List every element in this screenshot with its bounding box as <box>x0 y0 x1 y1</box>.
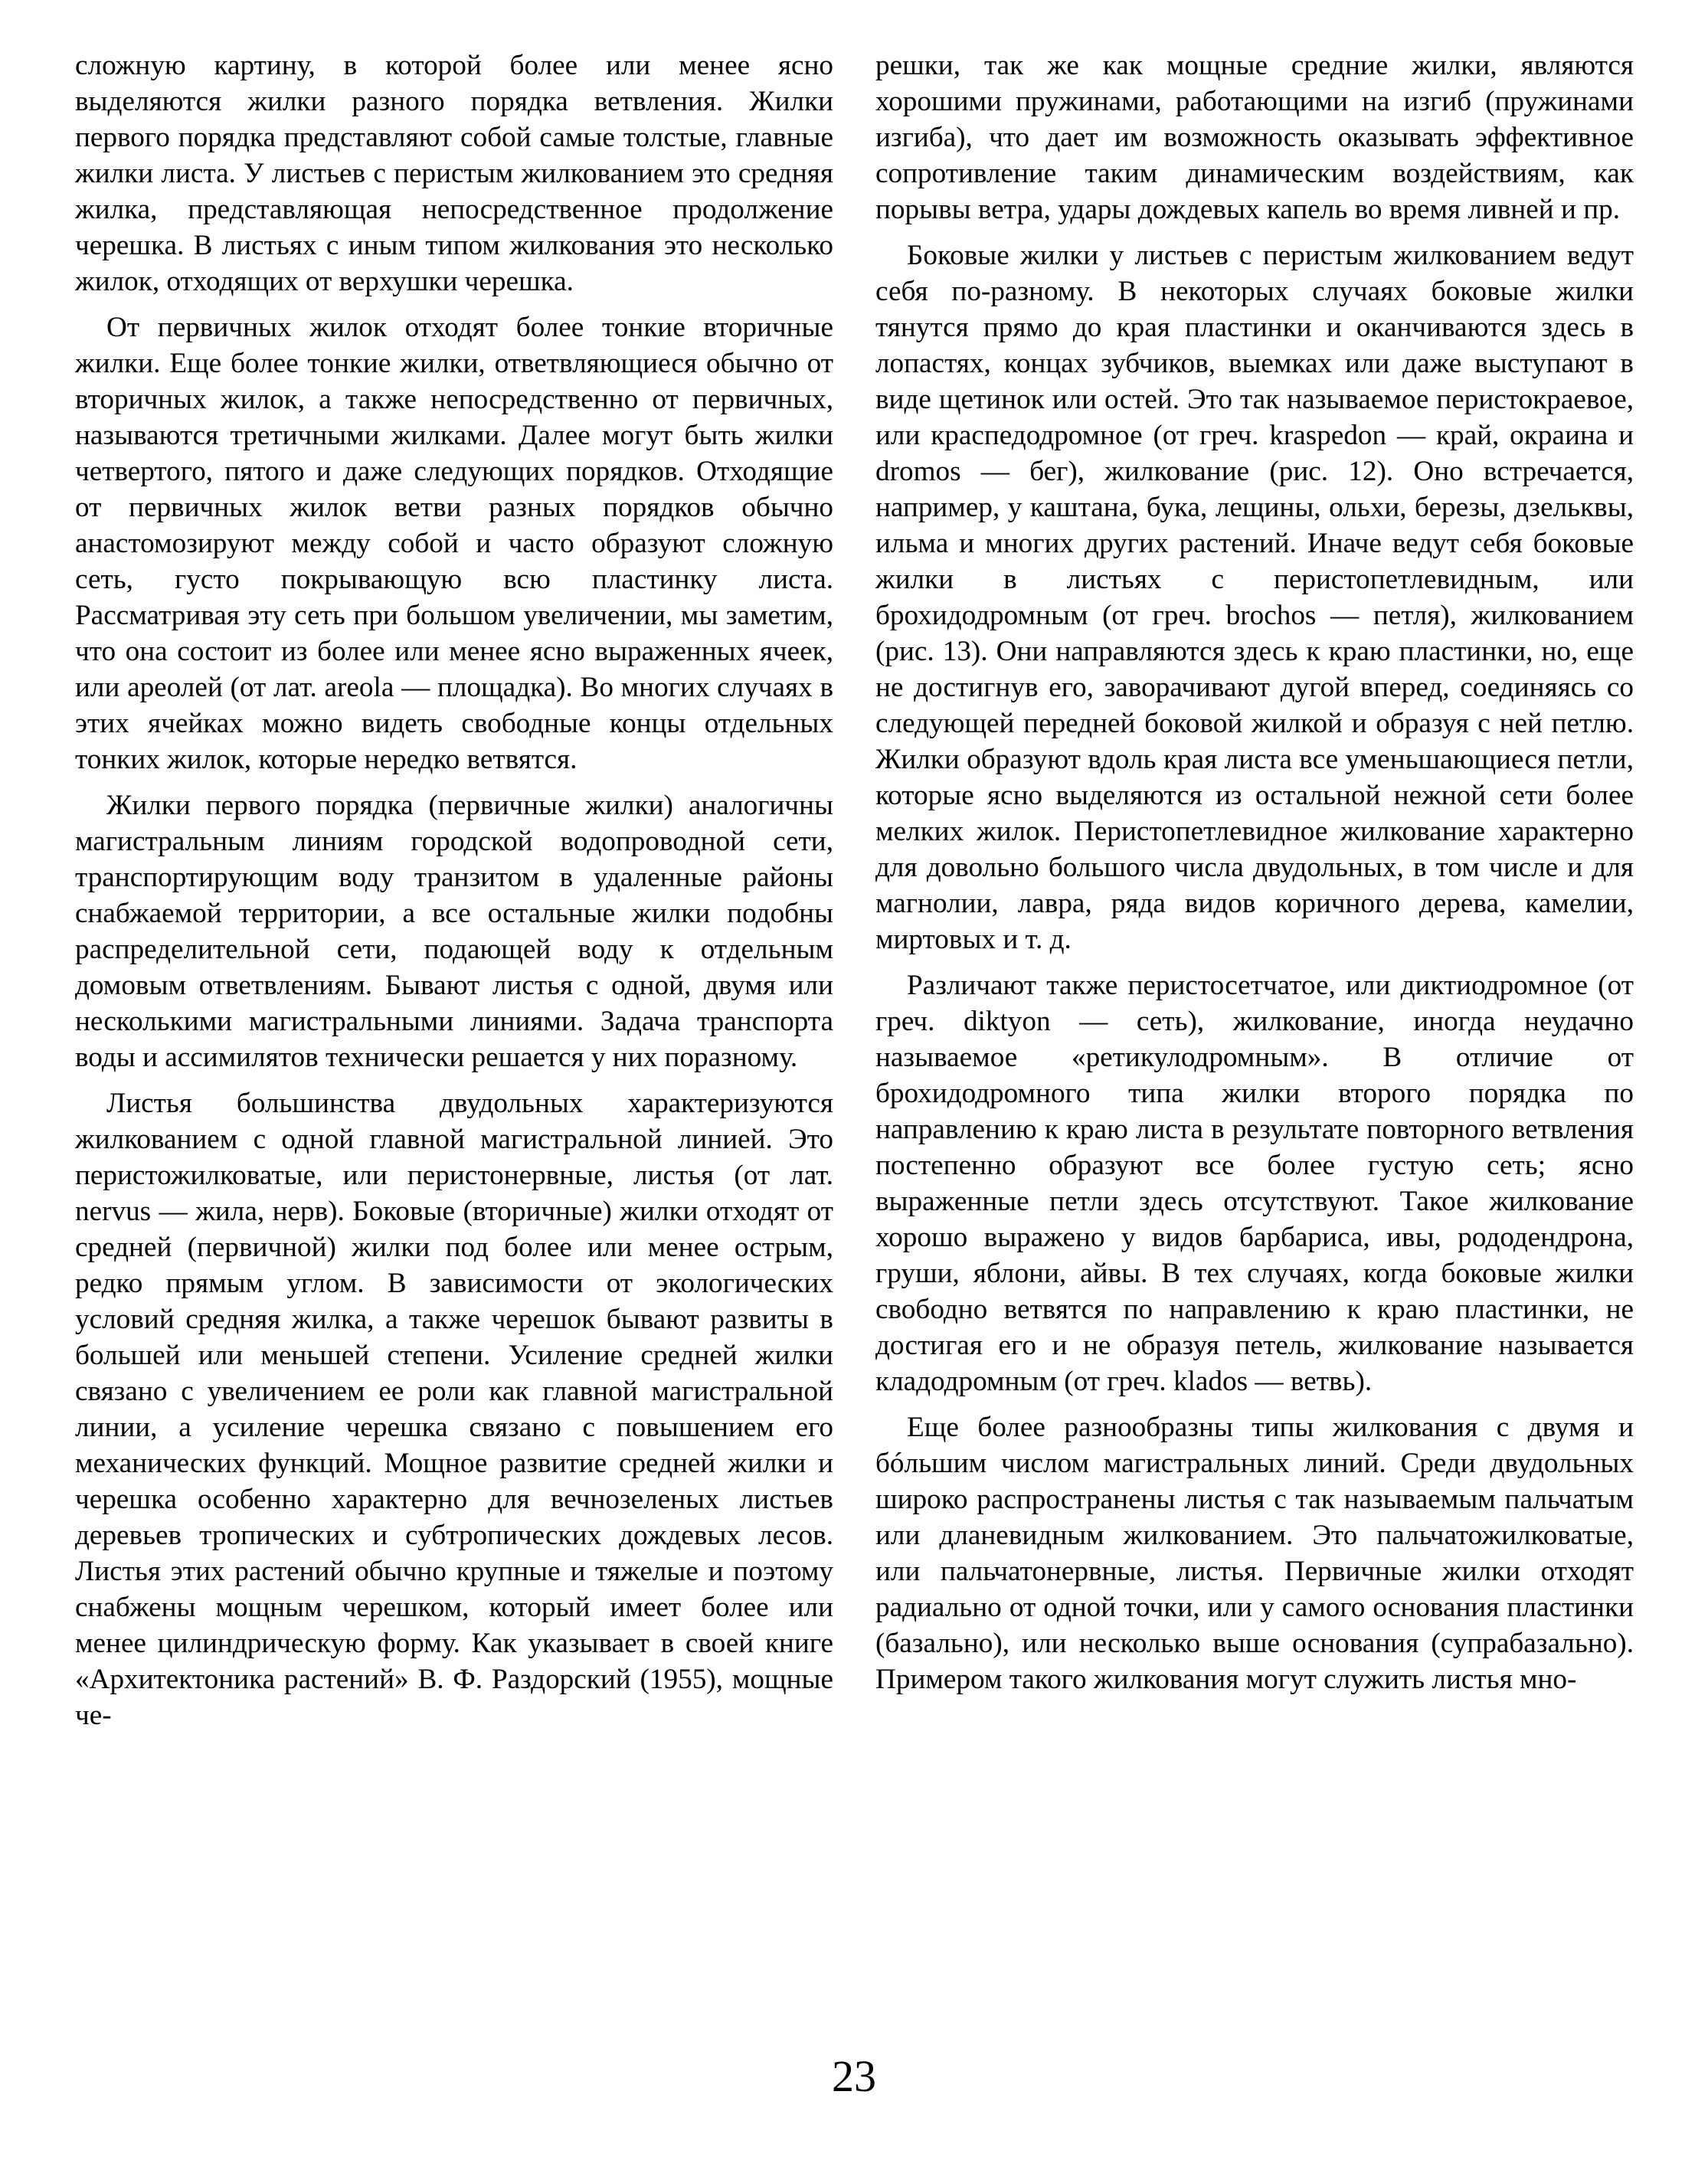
paragraph: Еще более разнообразны типы жилкования с двумя и бóльшим числом магистральных линий. Среди двудольных широко распространены листья с так называемым пальчатым или дланевидным жилкованием. Это пальчатожилковатые, или пальчатонервные, листья. Первичные жилки отходят радиально от одной точки, или у самого основания пластинки (базально), или несколько выше основания (супрабазально). Примером такого жилкования могут служить листья мно- <box>875 1412 1634 1695</box>
paragraph: Листья большинства двудольных характеризуются жилкованием с одной главной магистральной линией. Это перистожилковатые, или перистонервные, листья (от лат. nervus — жила, нерв). Боковые (вторичные) жилки отходят от средней (первичной) жилки под более или менее острым, редко прямым углом. В зависимости от экологических условий средняя жилка, а также черешок бывают развиты в большей или меньшей степени. Усиление средней жилки связано с увеличением ее роли как главной магистральной линии, а усиление черешка связано с повышением его механических функций. Мощное развитие средней жилки и черешка особенно характерно для вечнозеленых листьев деревьев тропических и субтропических дождевых лесов. Листья этих растений обычно крупные и тяжелые и поэтому снабжены мощным черешком, который имеет более или менее цилиндрическую форму. Как указывает в своей книге «Архитектоника растений» В. Ф. Раздорский (1955), мощные че- <box>75 1088 833 1731</box>
paragraph: решки, так же как мощные средние жилки, являются хорошими пружинами, работающими на изгиб (пружинами изгиба), что дает им возможность оказывать эффективное сопротивление таким динамическим воздействиям, как порывы ветра, удары дождевых капель во время ливней и пр. <box>875 50 1634 225</box>
paragraph: Различают также перистосетчатое, или диктиодромное (от греч. diktyon — сеть), жилкование, иногда неудачно называемое «ретикулодромным». В отличие от брохидодромного типа жилки второго порядка по направлению к краю листа в результате повторного ветвления постепенно образуют все более густую сеть; ясно выраженные петли здесь отсутствуют. Такое жилкование хорошо выражено у видов барбариса, ивы, рододендрона, груши, яблони, айвы. В тех случаях, когда боковые жилки свободно ветвятся по направлению к краю пластинки, не достигая его и не образуя петель, жилкование называется кладодромным (от греч. klados — ветвь). <box>875 970 1634 1397</box>
paragraph: Жилки первого порядка (первичные жилки) аналогичны магистральным линиям городской водопроводной сети, транспортирующим воду транзитом в удаленные районы снабжаемой территории, а все остальные жилки подобны распределительной сети, подающей воду к отдельным домовым ответвлениям. Бывают листья с одной, двумя или несколькими магистральными линиями. Задача транспорта воды и ассимилятов технически решается у них поразному. <box>75 790 833 1073</box>
paragraph: сложную картину, в которой более или менее ясно выделяются жилки разного порядка ветвления. Жилки первого порядка представляют собой самые толстые, главные жилки листа. У листьев с перистым жилкованием это средняя жилка, представляющая непосредственное продолжение черешка. В листьях с иным типом жилкования это несколько жилок, отходящих от верхушки черешка. <box>75 50 833 297</box>
page-number: 23 <box>832 2051 876 2101</box>
left-column <box>75 47 833 1743</box>
paragraph: Боковые жилки у листьев с перистым жилкованием ведут себя по-разному. В некоторых случаях боковые жилки тянутся прямо до края пластинки и оканчиваются здесь в лопастях, концах зубчиков, выемках или даже выступают в виде щетинок или остей. Это так называемое перистокраевое, или краспедодромное (от греч. kraspedon — край, окраина и dromos — бег), жилкование (рис. 12). Оно встречается, например, у каштана, бука, лещины, ольхи, березы, дзельквы, ильма и многих других растений. Иначе ведут себя боковые жилки в листьях с перистопетлевидным, или брохидодромным (от греч. brochos — петля), жилкованием (рис. 13). Они направляются здесь к краю пластинки, но, еще не достигнув его, заворачивают дугой вперед, соединяясь со следующей передней боковой жилкой и образуя с ней петлю. Жилки образуют вдоль края листа все уменьшающиеся петли, которые ясно выделяются из остальной нежной сети более мелких жилок. Перистопетлевидное жилкование характерно для довольно большого числа двудольных, в том числе и для магнолии, лавра, ряда видов коричного дерева, камелии, миртовых и т. д. <box>875 240 1634 955</box>
paragraph: От первичных жилок отходят более тонкие вторичные жилки. Еще более тонкие жилки, ответвляющиеся обычно от вторичных жилок, а также непосредственно от первичных, называются третичными жилками. Далее могут быть жилки четвертого, пятого и даже следующих порядков. Отходящие от первичных жилок ветви разных порядков обычно анастомозируют между собой и часто образуют сложную сеть, густо покрывающую всю пластинку листа. Рассматривая эту сеть при большом увеличении, мы заметим, что она состоит из более или менее ясно выраженных ячеек, или ареолей (от лат. areola — площадка). Во многих случаях в этих ячейках можно видеть свободные концы отдельных тонких жилок, которые нередко ветвятся. <box>75 312 833 775</box>
right-column <box>875 47 1634 1707</box>
